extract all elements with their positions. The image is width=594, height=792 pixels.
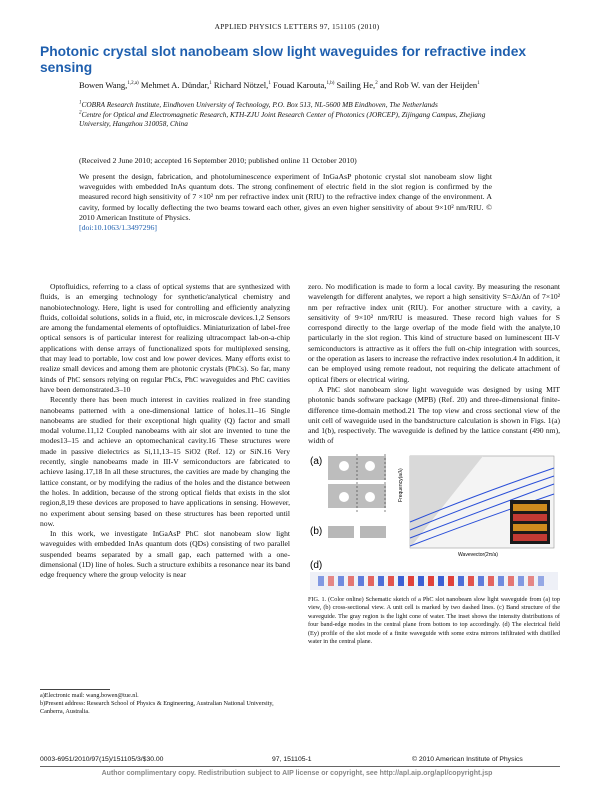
body-paragraph: A PhC slot nanobeam slow light waveguide was designed by using MIT photonic bands software package (MPB) (Ref. 20) and three-dimensional finite-difference time-domain method.21 The top view and cross sectional view of the unit cell of waveguide used in the bandstructure calculation is shown in Figs. 1(a) and 1(b), respectively. The waveguide is defined by the lattice constant (490 nm), width of xyxy=(308,384,560,446)
panel-a-hole xyxy=(365,461,375,471)
paper-title: Photonic crystal slot nanobeam slow light waveguides for refractive index sensing xyxy=(40,44,527,75)
author-affiliation-mark: 1,b) xyxy=(326,81,335,87)
author-affiliation-mark: 1 xyxy=(209,81,212,87)
doi-link[interactable]: [doi:10.1063/1.3497296] xyxy=(79,223,157,233)
body-paragraph: Recently there has been much interest in cavities realized in free standing nanobeams patterned with a one-dimensional lattice of holes.11–16 Single nanobeams are studied for their exceptional high quality (Q) factor and small modal volume.11,12 Coupled nanobeams with air slot are invented to tune the modes13–15 and achieve an optomechanical cavity.16 These structures were made in passive dielectrics as Si,11,13–15 SiO2 (Ref. 12) or SiN.16 Very recently, single nanobeams made in III-V semiconductors are fabricated to achieve lasing.17,18 In all these structures, the cavities are made by changing the lattice constant, or by modifying the radius of the holes and the distance between the holes. In addition, because of the strong optical fields that exists in the slot region,8,19 these devices are proposed to have applications in sensing. However, no experiment about sensing based on these structures has been reported until now. xyxy=(40,395,290,528)
affiliation-text: Centre for Optical and Electromagnetic Research, KTH-ZJU Joint Research Center of Photonics (JORCEP), Zijingang Campus, Zhejiang University, Hangzhou 310058, China xyxy=(79,109,486,129)
author-affiliation-mark: 1 xyxy=(477,81,480,87)
footer-right: © 2010 American Institute of Physics xyxy=(412,756,523,763)
band-plot-xlabel: Wavevector(2π/a) xyxy=(458,552,498,558)
author-affiliation-mark: 1 xyxy=(268,81,271,87)
figure-1 xyxy=(308,450,560,592)
figure-1-graphic xyxy=(308,450,560,592)
inset-mode-profile xyxy=(513,514,547,521)
right-column xyxy=(308,282,560,446)
author-name: Richard Nötzel, xyxy=(211,80,269,90)
body-paragraph: In this work, we investigate InGaAsP PhC slot nanobeam slow light waveguides with embedded InAs quantum dots (QDs) consisting of two parallel suspended beams separated by a small gap, each patterned with a one-dimensional (1D) line of holes. Such a structure exhibits a resonance near its band edge frequency where the group velocity is near xyxy=(40,529,290,580)
footer-center: 97, 151105-1 xyxy=(272,756,312,763)
author-name: Fouad Karouta, xyxy=(270,80,327,90)
panel-label-a: (a) xyxy=(310,456,323,467)
affiliation-mark: 2 xyxy=(79,110,82,116)
author-list xyxy=(79,80,499,90)
panel-a-hole xyxy=(339,461,349,471)
footnote: b)Present address: Research School of Physics & Engineering, Australian National University, Canberra, Australia. xyxy=(40,700,274,716)
author-name: Sailing He, xyxy=(334,80,376,90)
author-affiliation-mark: 1,2,a) xyxy=(127,81,139,87)
footnote: a)Electronic mail: wang.bowen@tue.nl. xyxy=(40,692,139,699)
abstract xyxy=(79,172,492,233)
panel-b-beam xyxy=(328,526,354,538)
journal-header: APPLIED PHYSICS LETTERS 97, 151105 (2010) xyxy=(214,22,380,31)
author-name: and Rob W. van der Heijden xyxy=(377,80,478,90)
left-column xyxy=(40,282,290,692)
inset-mode-profile xyxy=(513,524,547,531)
affiliation-text: COBRA Research Institute, Eindhoven University of Technology, P.O. Box 513, NL-5600 MB Eindhoven, The Netherlands xyxy=(81,100,438,109)
panel-b-beam xyxy=(360,526,386,538)
received-dates: (Received 2 June 2010; accepted 16 September 2010; published online 11 October 2010) xyxy=(79,156,357,165)
inset-mode-profile xyxy=(513,504,547,511)
author-name: Bowen Wang, xyxy=(79,80,128,90)
affiliation xyxy=(79,100,499,110)
affiliations xyxy=(79,100,499,129)
author-name: Mehmet A. Dündar, xyxy=(138,80,210,90)
figure-caption: FIG. 1. (Color online) Schematic sketch of a PhC slot nanobeam slow light waveguide from (a) top view, (b) cross-sectional view. A unit cell is marked by two dashed lines. (c) Band structure of the waveguide. The gray region is the light cone of water. The inset shows the intensity distributions of four band-edge modes in the central plane from bottom to top accordingly. (d) The electrical field (Ey) profile of the slot mode of a finite waveguide with some extra mirrors infiltrated with distilled water in the central plane. xyxy=(308,596,560,646)
panel-label-d: (d) xyxy=(310,560,323,571)
author-affiliation-mark: 2 xyxy=(375,81,378,87)
band-plot-ylabel: Frequency(a/λ) xyxy=(398,468,404,502)
panel-a-hole xyxy=(339,492,349,502)
field-profile-pattern xyxy=(318,576,544,586)
footer-left: 0003-6951/2010/97(15)/151105/3/$30.00 xyxy=(40,756,164,763)
footnote-rule xyxy=(40,689,110,690)
abstract-text: We present the design, fabrication, and photoluminescence experiment of InGaAsP photonic crystal slot nanobeam slow light waveguides with embedded InAs quantum dots. The strong confinement of electric field in the slot region is confirmed by the measured record high sensitivity of 7 ×10² nm per refractive index unit (RIU) to the refractive index change of the environment. A cavity, formed by locally deflecting the two beams toward each other, gives an even higher sensitivity of about 9×10² nm/RIU. © 2010 American Institute of Physics. xyxy=(79,172,492,222)
body-paragraph: zero. No modification is made to form a local cavity. By measuring the resonant wavelength for different analytes, we report a high sensitivity S=Δλ/Δn of 7×10² nm per refractive index unit (RIU). For another structure with a cavity, a sensitivity of 9×10² nm/RIU is measured. These record high values for S correspond directly to the large overlap of the mode field with the analyte,10 particularly in the slot region. This kind of structure based on luminescent III-V semiconductors is attractive as it offers the full on-chip integration with sources, or the operation as lasers to increase the refractive index resolution.4 In addition, it can be employed using remote readout, not requiring the delicate attachment of optical fibers or electrical wiring. xyxy=(308,282,560,384)
body-paragraph: Optofluidics, referring to a class of optical systems that are synthesized with fluids, is an emerging technology for synthetic/analytical chemistry and nanobiotechnology. Here, light is used for controlling and efficiently analyzing fluids, colloidal solutions, solids in a fluid, etc, in microscale devices.1,2 Sensors are among the fundamental elements of optofluidics. Miniaturization of label-free optical sensors is of particular interest for realizing ultracompact lab-on-a-chip applications with dense arrays of functionalized spots for multiplexed sensing, that may lead to portable, low cost and low power devices. Many efforts exist to realize small devices and among them are photonic crystals (PhCs). So far, many kinds of PhC sensors relying on regular PhCs, PhC waveguides and PhC cavities have been demonstrated.3–10 xyxy=(40,282,290,394)
affiliation xyxy=(79,110,499,129)
panel-a-hole xyxy=(365,492,375,502)
affiliation-mark: 1 xyxy=(79,100,82,106)
copyright-bar: Author complimentary copy. Redistribution subject to AIP license or copyright, see http://apl.aip.org/apl/copyright.jsp xyxy=(101,770,493,777)
panel-label-b: (b) xyxy=(310,526,323,537)
inset-mode-profile xyxy=(513,534,547,541)
footer-rule xyxy=(40,766,560,767)
footnotes xyxy=(40,692,290,717)
